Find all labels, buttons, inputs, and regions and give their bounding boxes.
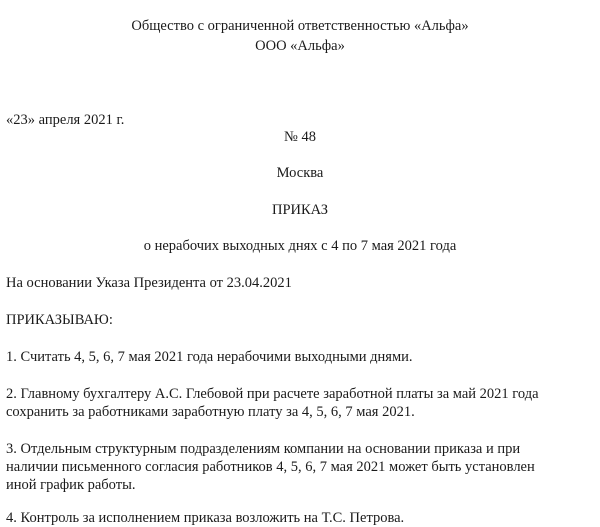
order-word: ПРИКАЗЫВАЮ: xyxy=(6,312,113,328)
list-item-3-line-1: 3. Отдельным структурным подразделениям компании на основании приказа и при xyxy=(6,441,521,457)
list-item-2-line-2: сохранить за работниками заработную плату за 4, 5, 6, 7 мая 2021. xyxy=(6,404,415,420)
order-basis: На основании Указа Президента от 23.04.2021 xyxy=(6,275,292,291)
list-item-3-line-2: наличии письменного согласия работников 4, 5, 6, 7 мая 2021 может быть установлен xyxy=(6,459,535,475)
list-item-2-line-1: 2. Главному бухгалтеру А.С. Глебовой при расчете заработной платы за май 2021 года xyxy=(6,386,539,402)
org-full-name: Общество с ограниченной ответственностью «Альфа» xyxy=(131,18,469,34)
order-city: Москва xyxy=(276,165,324,181)
list-item-1: 1. Считать 4, 5, 6, 7 мая 2021 года нерабочими выходными днями. xyxy=(6,349,413,365)
list-item-4-cutoff: 4. Контроль за исполнением приказа возложить на Т.С. Петрова. xyxy=(6,510,405,526)
list-item-3-line-3: иной график работы. xyxy=(6,477,136,493)
org-short-name: ООО «Альфа» xyxy=(255,38,345,54)
document-subject: о нерабочих выходных днях с 4 по 7 мая 2021 года xyxy=(143,238,457,254)
document-title: ПРИКАЗ xyxy=(271,202,329,218)
order-date: «23» апреля 2021 г. xyxy=(6,112,125,128)
order-number: № 48 xyxy=(284,129,316,145)
